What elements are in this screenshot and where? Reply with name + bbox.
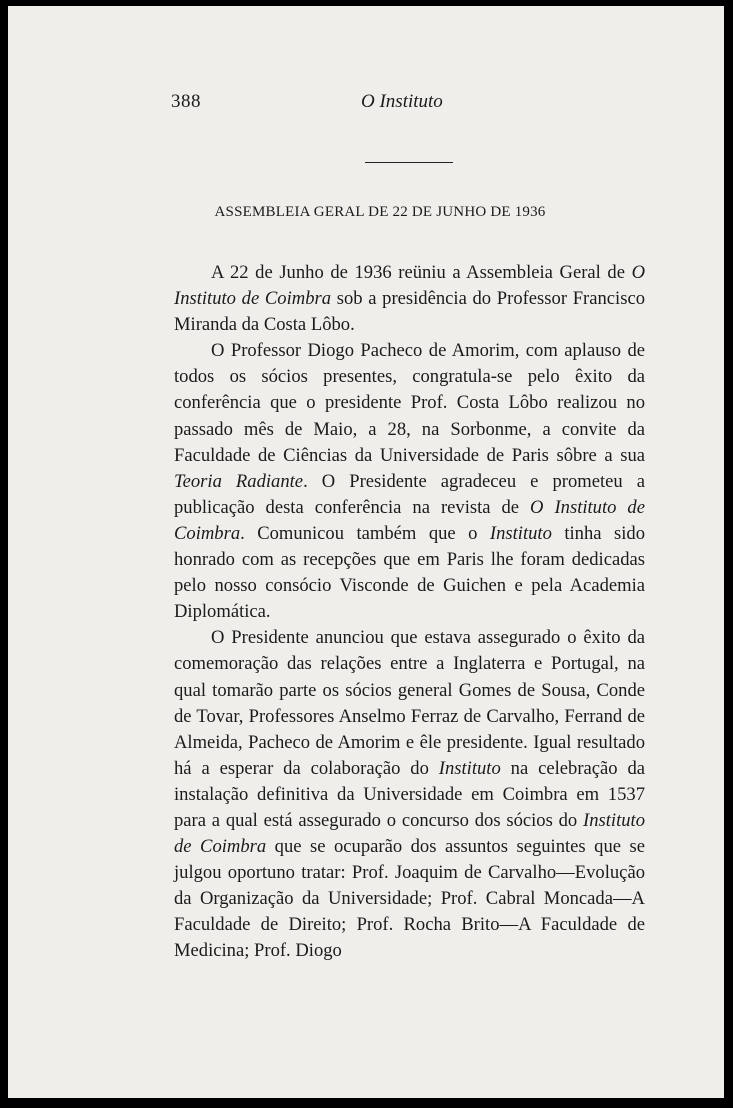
paragraph-2: [174, 338, 645, 625]
journal-title: O Instituto: [361, 91, 443, 112]
book-page: [8, 6, 724, 1098]
paragraph-3-italic-journal: Instituto de Coimbra: [174, 809, 645, 858]
paragraph-3-text-middle: na celebração da instalação definitiva da Universidade em Coimbra em 1537 para a qual está assegurado o concurso dos sócios do: [174, 757, 646, 831]
paragraph-2-italic-journal: O Instituto de Coimbra: [174, 496, 645, 544]
paragraph-1-text-end: sob a presidência do Professor Francisco Miranda da Costa Lôbo.: [174, 288, 645, 336]
paragraph-2-italic-theory: Teoria Radiante: [174, 470, 304, 492]
paragraph-3-italic-instituto: Instituto: [438, 757, 501, 779]
paragraph-1: [174, 260, 645, 338]
body-text: [174, 260, 645, 965]
paragraph-3: [174, 625, 645, 964]
paragraph-3-text-end: que se ocuparão dos assuntos seguintes que se julgou oportuno tratar: Prof. Joaquim de Carvalho—Evolução da Organização da Universidade; Prof. Cabral Moncada—A Faculdade de Direito; Prof. Rocha Brito—A Faculdade de Medicina; Prof. Diogo: [174, 836, 645, 962]
paragraph-1-italic-journal: O Instituto de Coimbra: [174, 262, 645, 310]
running-head: [8, 91, 724, 121]
paragraph-2-text-end: tinha sido honrado com as recepções que em Paris lhe foram dedicadas pelo nosso consócio Visconde de Guichen e pela Academia Diplomática.: [174, 522, 645, 623]
section-divider: [365, 162, 453, 163]
paragraph-3-text: O Presidente anunciou que estava assegurado o êxito da comemoração das relações entre a Inglaterra e Portugal, na qual tomarão parte os sócios general Gomes de Sousa, Conde de Tovar, Professores Anselmo Ferraz de Carvalho, Ferrand de Almeida, Pacheco de Amorim e êle presidente. Igual resultado há a esperar da colaboração do: [174, 627, 645, 779]
page-number: 388: [171, 91, 201, 112]
paragraph-2-text-middle: . O Presidente agradeceu e prometeu a publicação desta conferência na revista de: [174, 470, 645, 518]
paragraph-2-text-continued: . Comunicou também que o: [240, 522, 490, 544]
paragraph-2-italic-instituto: Instituto: [489, 522, 552, 544]
paragraph-1-text: A 22 de Junho de 1936 reüniu a Assembleia Geral de: [211, 262, 632, 283]
paragraph-2-text: O Professor Diogo Pacheco de Amorim, com aplauso de todos os sócios presentes, congratula-se pelo êxito da conferência que o presidente Prof. Costa Lôbo realizou no passado mês de Maio, a 28, na Sorbonme, a convite da Faculdade de Ciências da Universidade de Paris sôbre a sua: [174, 340, 645, 466]
section-heading: ASSEMBLEIA GERAL DE 22 DE JUNHO DE 1936: [214, 204, 546, 220]
